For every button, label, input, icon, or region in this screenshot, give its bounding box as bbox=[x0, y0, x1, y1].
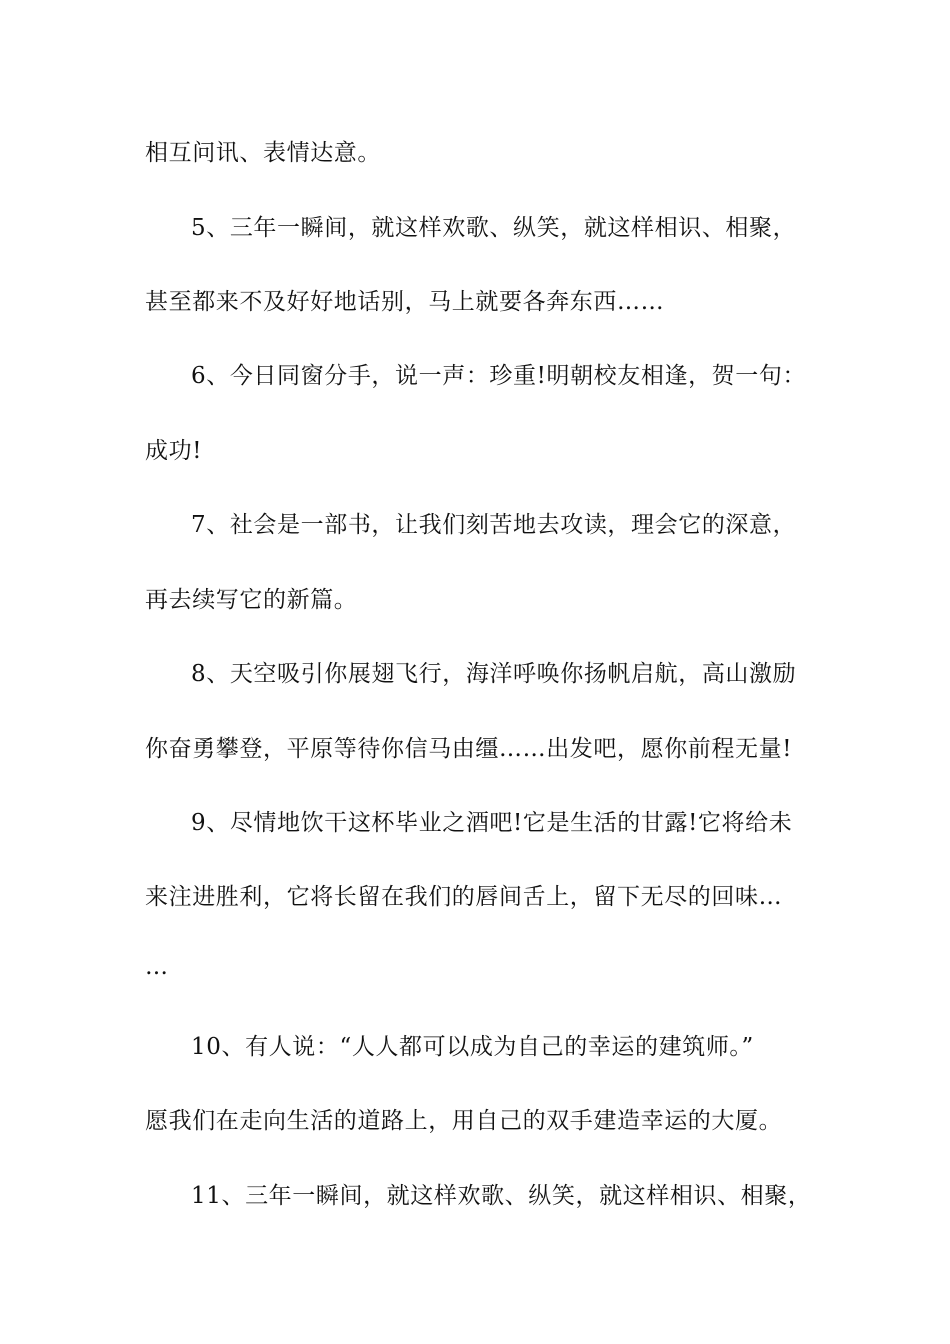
text-line: 愿我们在走向生活的道路上，用自己的双手建造幸运的大厦。 bbox=[145, 1108, 783, 1134]
text-line: 成功! bbox=[145, 438, 203, 464]
text-line: 8、天空吸引你展翅飞行，海洋呼唤你扬帆启航，高山激励 bbox=[191, 661, 797, 687]
text-line: 甚至都来不及好好地话别，马上就要各奔东西…… bbox=[145, 289, 665, 315]
text-line: … bbox=[145, 954, 169, 980]
text-line: 相互问讯、表情达意。 bbox=[145, 140, 381, 166]
text-line: 来注进胜利，它将长留在我们的唇间舌上，留下无尽的回味… bbox=[145, 884, 783, 910]
text-line: 6、今日同窗分手，说一声：珍重!明朝校友相逢，贺一句： bbox=[191, 363, 807, 389]
text-line: 再去续写它的新篇。 bbox=[145, 587, 358, 613]
text-line: 5、三年一瞬间，就这样欢歌、纵笑，就这样相识、相聚， bbox=[191, 215, 797, 241]
text-line: 11、三年一瞬间，就这样欢歌、纵笑，就这样相识、相聚， bbox=[191, 1183, 812, 1209]
text-line: 9、尽情地饮干这杯毕业之酒吧!它是生活的甘露!它将给未 bbox=[191, 810, 793, 836]
text-line: 7、社会是一部书，让我们刻苦地去攻读，理会它的深意， bbox=[191, 512, 797, 538]
text-line: 你奋勇攀登，平原等待你信马由缰……出发吧，愿你前程无量! bbox=[145, 736, 793, 762]
text-line: 10、有人说：“人人都可以成为自己的幸运的建筑师。” bbox=[191, 1034, 754, 1060]
